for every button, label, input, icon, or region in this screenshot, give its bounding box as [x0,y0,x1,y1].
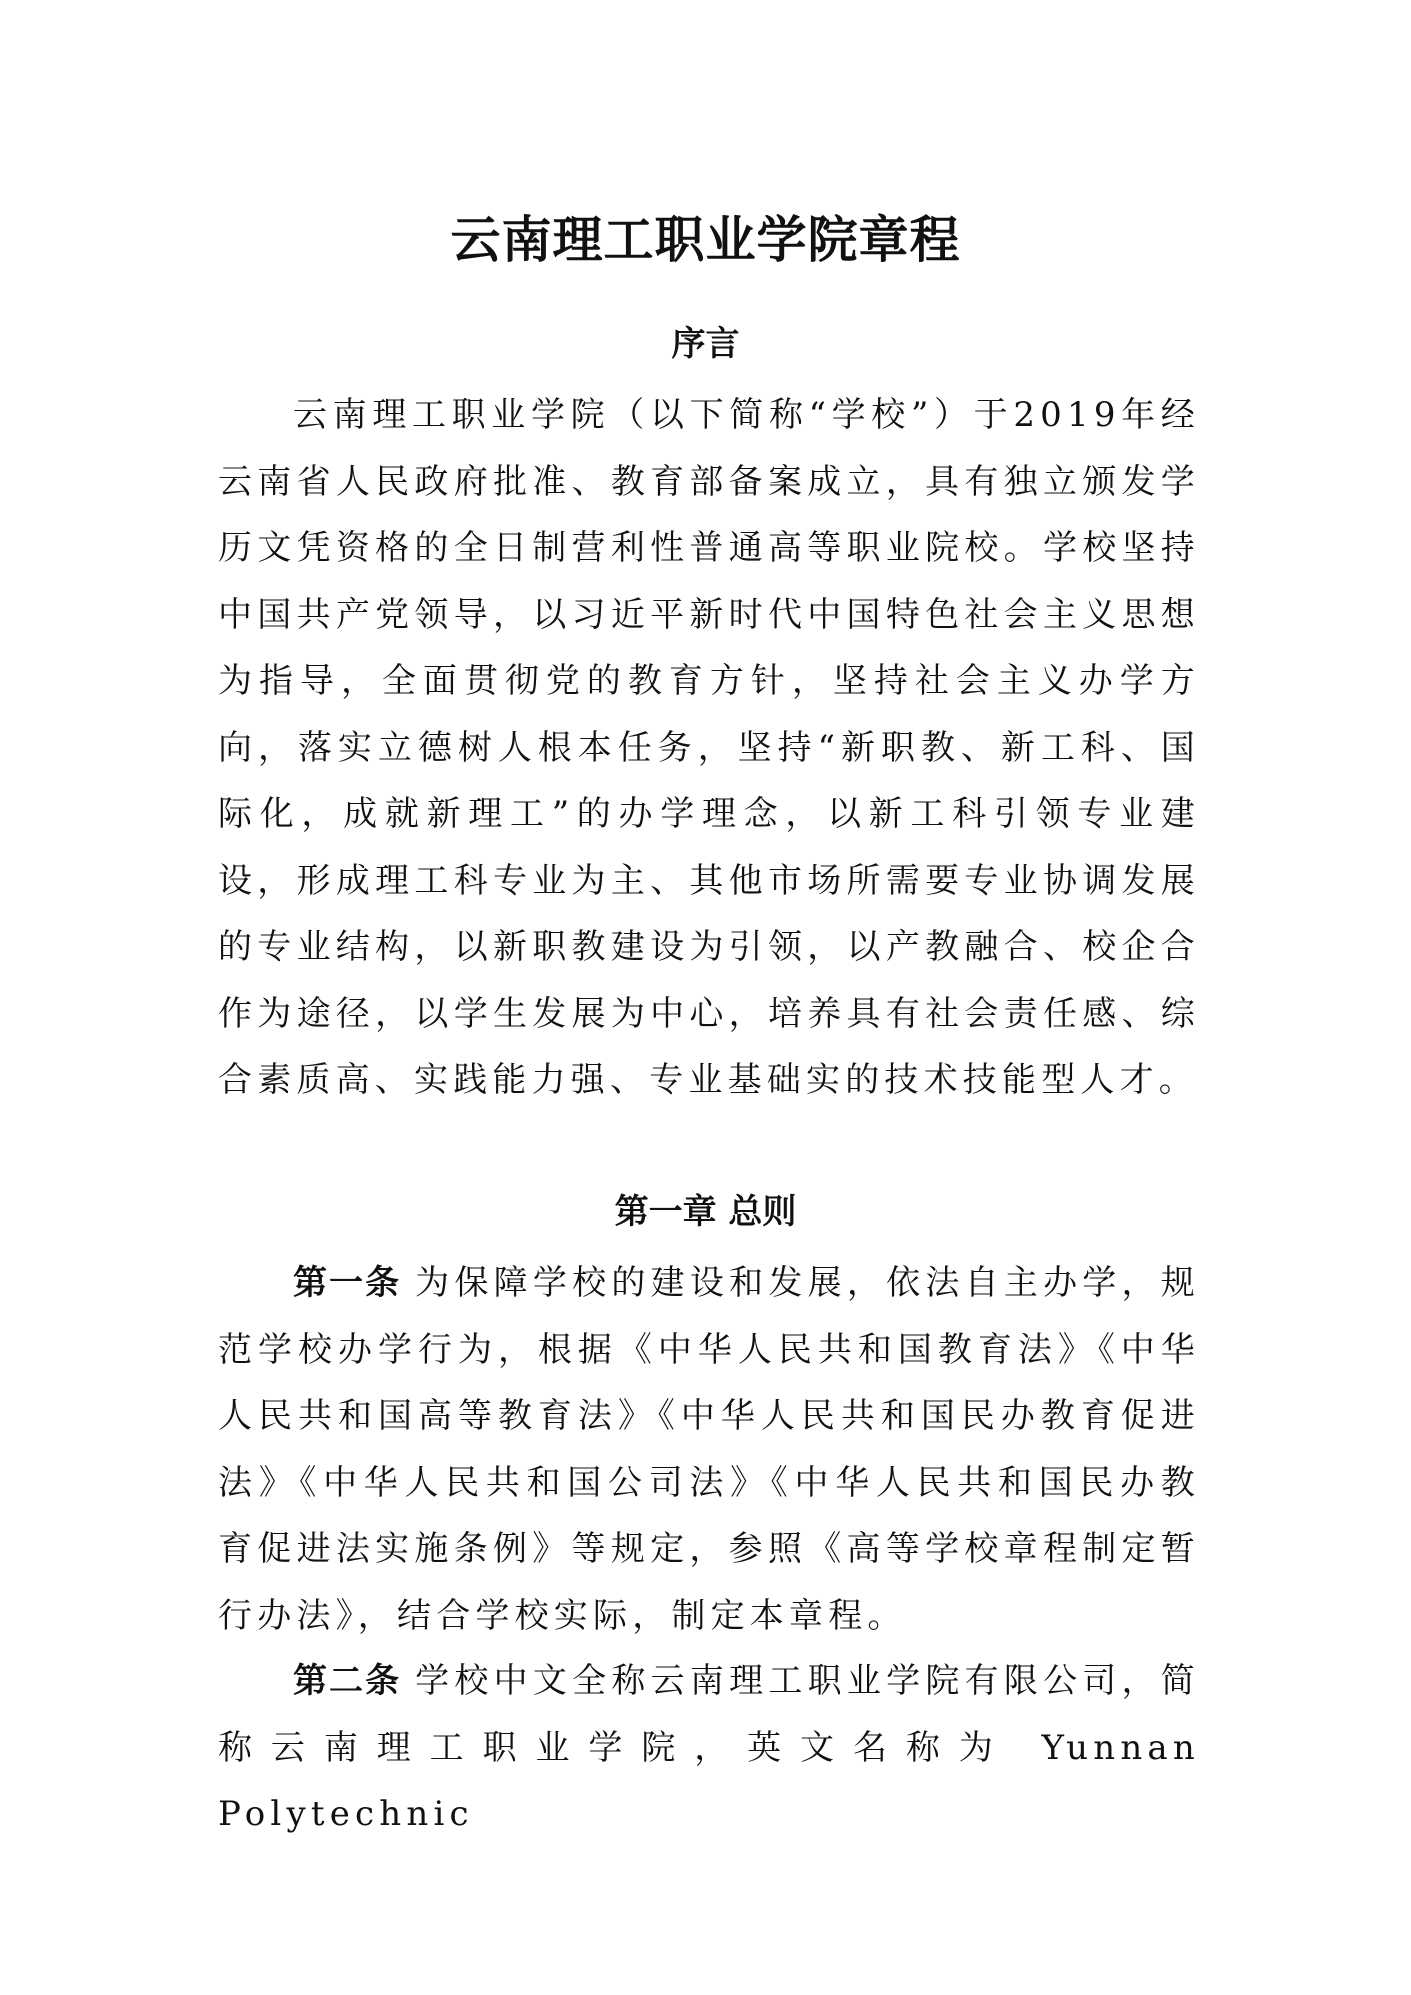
article-2-label: 第二条 [293,1661,402,1701]
article-1-paragraph [218,1250,1200,1649]
chapter-one-heading: 第一章 总则 [614,1192,797,1232]
article-1-text: 为保障学校的建设和发展，依法自主办学，规范学校办学行为，根据《中华人民共和国教育法》《中华人民共和国高等教育法》《中华人民共和国民办教育促进法》《中华人民共和国公司法》《中华人民共和国民办教育促进法实施条例》等规定，参照《高等学校章程制定暂行办法》，结合学校实际，制定本章程。 [218,1263,1201,1636]
preface-heading: 序言 [671,324,740,364]
article-2-paragraph [218,1648,1200,1848]
preface-paragraph: 云南理工职业学院（以下简称“学校”）于2019年经云南省人民政府批准、教育部备案成立，具有独立颁发学历文凭资格的全日制营利性普通高等职业院校。学校坚持中国共产党领导，以习近平新时代中国特色社会主义思想为指导，全面贯彻党的教育方针，坚持社会主义办学方向，落实立德树人根本任务，坚持“新职教、新工科、国际化，成就新理工”的办学理念，以新工科引领专业建设，形成理工科专业为主、其他市场所需要专业协调发展的专业结构，以新职教建设为引领，以产教融合、校企合作为途径，以学生发展为中心，培养具有社会责任感、综合素质高、实践能力强、专业基础实的技术技能型人才。 [218,395,1200,1100]
article-2-text: 学校中文全称云南理工职业学院有限公司，简称云南理工职业学院，英文名称为 Yunnan Polytechnic [218,1661,1201,1834]
document-title: 云南理工职业学院章程 [450,209,961,269]
article-1-label: 第一条 [293,1263,402,1303]
